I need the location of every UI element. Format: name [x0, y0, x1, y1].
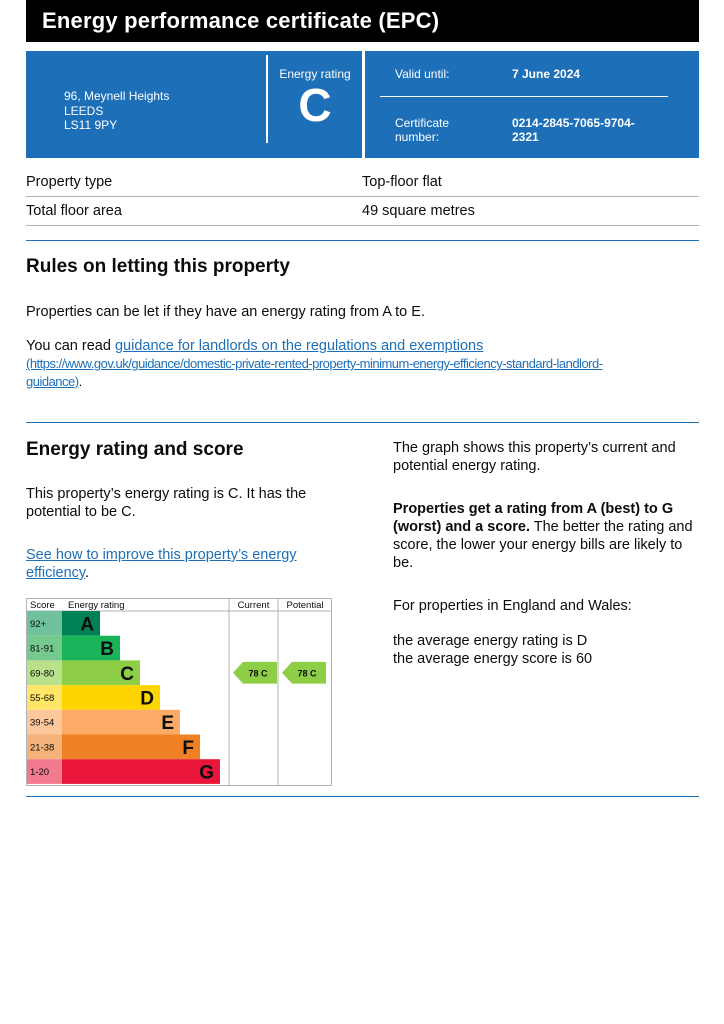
link-suffix: .: [85, 565, 90, 581]
banner-divider: [266, 55, 268, 143]
certificate-number-line: 2321: [512, 130, 539, 144]
chart-header-score: Score: [30, 600, 55, 611]
score-range-label: 55-68: [30, 692, 55, 704]
address-line-1: 96, Meynell Heights: [64, 89, 170, 103]
chart-header-current: Current: [237, 600, 270, 611]
banner-divider: [362, 51, 365, 158]
rating-bar-g: [62, 759, 220, 784]
energy-rating-letter: C: [298, 79, 332, 131]
rating-explanation: [393, 500, 703, 572]
letting-guidance-paragraph: [26, 337, 699, 391]
page-title: Energy performance certificate (EPC): [42, 8, 440, 33]
guidance-url-line[interactable]: (https://www.gov.uk/guidance/domestic-private-rented-property-minimum-energy-efficiency-standard-landlord-: [26, 356, 603, 371]
summary-label: Total floor area: [26, 203, 122, 219]
current-rating-label: 78 C: [248, 668, 268, 679]
rating-explanation-bold: Properties get a rating from A (best) to G (worst) and a score.: [393, 501, 674, 535]
guidance-url[interactable]: [26, 355, 699, 391]
certificate-number-value: [512, 116, 662, 144]
title-bar: [26, 0, 699, 42]
summary-value: Top-floor flat: [362, 174, 442, 190]
summary-value: 49 square metres: [362, 203, 475, 219]
section-divider: [26, 796, 699, 797]
letting-heading: Rules on letting this property: [26, 256, 290, 277]
improve-efficiency-link[interactable]: See how to improve this property’s energy efficiency: [26, 547, 297, 581]
summary-row-property-type: [26, 168, 699, 197]
certificate-number-line: 0214-2845-7065-9704-: [512, 116, 635, 130]
score-range-label: 81-91: [30, 643, 55, 655]
rating-letter-e: E: [161, 713, 174, 735]
score-range-label: 39-54: [30, 717, 55, 729]
epc-rating-chart: [26, 598, 332, 786]
score-range-label: 1-20: [30, 767, 50, 779]
region-note: For properties in England and Wales:: [393, 598, 632, 614]
address-line-2: LEEDS: [64, 103, 104, 118]
letting-paragraph: Properties can be let if they have an energy rating from A to E.: [26, 304, 425, 320]
summary-row-floor-area: [26, 197, 699, 226]
potential-rating-label: 78 C: [297, 668, 317, 679]
average-rating: the average energy rating is D: [393, 633, 588, 649]
score-range-label: 69-80: [30, 668, 55, 680]
rating-explanation-rest: The better the rating and score, the lower your energy bills are likely to be.: [393, 519, 693, 571]
chart-header-potential: Potential: [286, 600, 324, 611]
improve-link-paragraph: [26, 546, 346, 582]
guidance-prefix: You can read: [26, 338, 115, 354]
summary-label: Property type: [26, 174, 113, 190]
rating-letter-f: F: [182, 737, 194, 759]
energy-rating-label: Energy rating: [279, 67, 351, 81]
rating-letter-b: B: [100, 639, 114, 661]
banner-rule: [380, 96, 668, 97]
landlord-guidance-link[interactable]: guidance for landlords on the regulations and exemptions: [114, 338, 484, 354]
url-suffix: .: [78, 374, 82, 389]
rating-letter-a: A: [80, 614, 94, 636]
score-range-label: 21-38: [30, 742, 55, 754]
property-address: [64, 89, 169, 133]
rating-letter-g: G: [199, 762, 214, 784]
chart-header-rating: Energy rating: [68, 600, 125, 611]
certificate-number-label: [395, 116, 449, 144]
certificate-label-line: Certificate: [395, 116, 450, 130]
valid-until-label: Valid until:: [395, 67, 450, 81]
guidance-url-line[interactable]: guidance): [26, 374, 79, 389]
rating-bar-f: [62, 735, 200, 760]
graph-explanation: The graph shows this property’s current and potential energy rating.: [393, 440, 676, 474]
rating-letter-d: D: [140, 688, 154, 710]
certificate-label-line: number:: [395, 130, 440, 144]
certificate-banner: [26, 51, 699, 158]
score-range-label: 92+: [30, 618, 47, 630]
valid-until-value: 7 June 2024: [512, 67, 581, 81]
address-line-3: LS11 9PY: [64, 118, 118, 132]
energy-heading: Energy rating and score: [26, 439, 244, 460]
energy-rating-paragraph: This property’s energy rating is C. It has the potential to be C.: [26, 486, 307, 520]
section-divider: [26, 422, 699, 423]
section-divider: [26, 240, 699, 241]
average-score: the average energy score is 60: [393, 651, 593, 667]
epc-chart-svg: [26, 598, 332, 786]
rating-letter-c: C: [120, 663, 134, 685]
